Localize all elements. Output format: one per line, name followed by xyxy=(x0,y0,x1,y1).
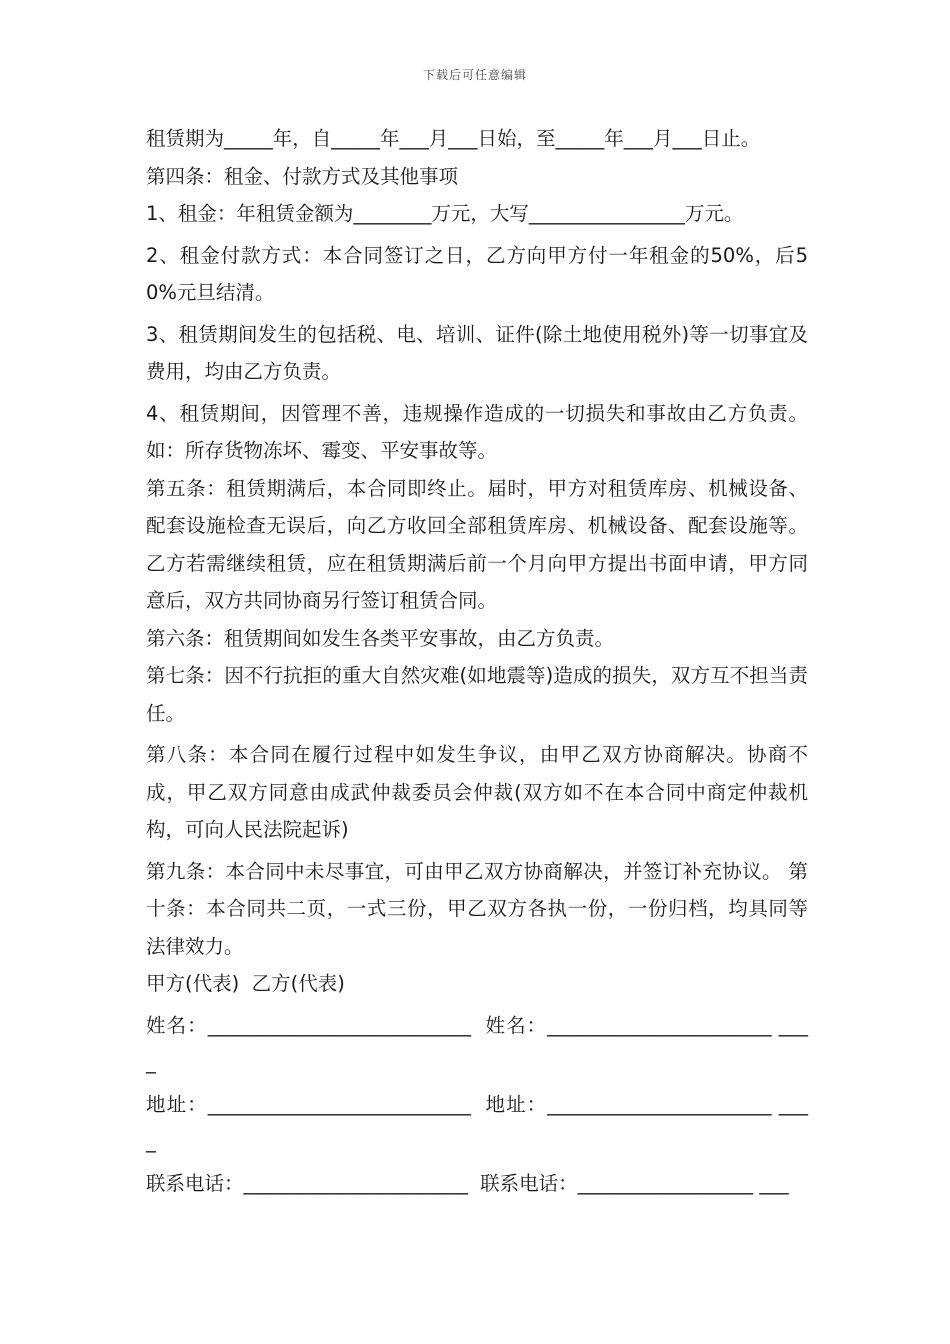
lease-period-line: 租赁期为_____年，自_____年___月___日始，至_____年___月___日止。 xyxy=(146,127,761,150)
article-7: 第七条：因不行抗拒的重大自然灾难(如地震等)造成的损失，双方互不担当责任。 xyxy=(146,664,808,725)
article-9-10: 第九条：本合同中未尽事宜，可由甲乙双方协商解决，并签订补充协议。 第十条：本合同共二页，一式三份，甲乙双方各执一份，一份归档，均具同等法律效力。 xyxy=(146,859,808,958)
liability-clause: 4、租赁期间，因管理不善，违规操作造成的一切损失和事故由乙方负责。如：所存货物冻坏、霉变、平安事故等。 xyxy=(146,401,808,462)
article-8: 第八条：本合同在履行过程中如发生争议，由甲乙双方协商解决。协商不成，甲乙双方同意由成武仲裁委员会仲裁(双方如不在本合同中商定仲裁机构，可向人民法院起诉) xyxy=(146,743,808,841)
article-4-title: 第四条：租金、付款方式及其他事项 xyxy=(146,164,459,188)
name-fields: 姓名：___________________________ 姓名：_______________________ ____ xyxy=(146,1013,808,1074)
payment-method-clause: 2、租金付款方式：本合同签订之日，乙方向甲方付一年租金的50%，后50%元旦结清。 xyxy=(146,243,808,304)
header-note: 下载后可任意编辑 xyxy=(422,68,527,82)
article-5: 第五条：租赁期满后，本合同即终止。届时，甲方对租赁库房、机械设备、配套设施检查无误后，向乙方收回全部租赁库房、机械设备、配套设施等。乙方若需继续租赁，应在租赁期满后前一个月向甲方提出书面申请，甲方同意后，双方共同协商另行签订租赁合同。 xyxy=(146,476,808,612)
party-representatives: 甲方(代表) 乙方(代表) xyxy=(146,972,345,995)
address-fields: 地址：___________________________ 地址：_______________________ ____ xyxy=(146,1092,808,1153)
phone-fields: 联系电话：_______________________ 联系电话：__________________ ___ xyxy=(146,1171,789,1195)
expenses-clause: 3、租赁期间发生的包括税、电、培训、证件(除土地使用税外)等一切事宜及费用，均由乙方负责。 xyxy=(146,322,808,383)
contract-body xyxy=(146,120,808,1202)
article-6: 第六条：租赁期间如发生各类平安事故，由乙方负责。 xyxy=(146,626,615,650)
rent-amount-clause: 1、租金：年租赁金额为________万元，大写________________万元。 xyxy=(146,202,744,225)
